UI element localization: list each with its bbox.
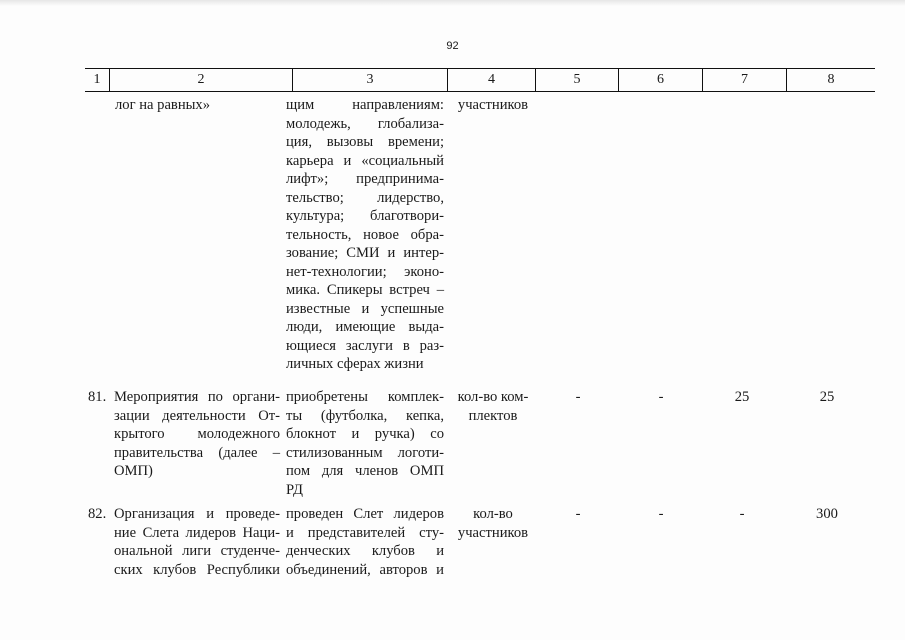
desc-line: объединений, авторов и xyxy=(286,561,444,578)
desc-line: и представителей сту- xyxy=(286,524,444,541)
row-0-description xyxy=(286,96,444,374)
unit-line: плектов xyxy=(468,407,518,424)
table-header xyxy=(85,68,875,92)
title-line: правительства (далее – xyxy=(114,444,280,461)
row-82-title xyxy=(114,505,280,579)
header-col-2: 2 xyxy=(110,69,293,91)
row-0-unit xyxy=(449,96,537,115)
title-line: Мероприятия по органи- xyxy=(114,389,280,405)
header-col-3: 3 xyxy=(293,69,448,91)
header-col-4: 4 xyxy=(448,69,536,91)
title-line: лог на равных» xyxy=(115,97,211,113)
desc-line: известные и успешные xyxy=(286,300,444,317)
unit-line: участников xyxy=(457,524,529,541)
scan-edge xyxy=(0,0,905,6)
desc-line: тельство; лидерство, xyxy=(286,189,444,206)
title-line: крытого молодежного xyxy=(114,426,280,442)
desc-line: денческих клубов и xyxy=(286,543,444,559)
row-82-col8: 300 xyxy=(816,506,838,522)
header-col-1: 1 xyxy=(85,69,110,91)
header-col-8: 8 xyxy=(827,72,835,87)
header-col-7: 7 xyxy=(703,69,787,91)
desc-line: молодежь, глобализа- xyxy=(286,115,444,132)
title-line: ональной лиги студенче- xyxy=(114,543,280,559)
row-0-title xyxy=(115,96,285,115)
desc-line: тельность, новое обра- xyxy=(286,226,444,243)
row-82-col6: - xyxy=(658,506,664,522)
header-col-5: 5 xyxy=(536,69,619,91)
row-81-description xyxy=(286,388,444,499)
page-number: 92 xyxy=(446,40,459,52)
row-81-col6: - xyxy=(658,389,664,405)
row-81-title xyxy=(114,388,280,481)
desc-line: пом для членов ОМП xyxy=(286,463,444,479)
desc-line: блокнот и ручка) со xyxy=(286,426,444,442)
row-82-number: 82. xyxy=(88,506,107,522)
title-line: ских клубов Республики xyxy=(114,561,280,578)
row-81-col8: 25 xyxy=(819,389,835,405)
desc-line: карьера и «социальный xyxy=(286,152,444,169)
row-82-unit xyxy=(449,505,537,542)
desc-line: культура; благотвори- xyxy=(286,208,444,224)
desc-line: приобретены комплек- xyxy=(286,389,444,405)
row-82-col5: - xyxy=(575,506,581,522)
desc-line: мика. Спикеры встреч – xyxy=(286,282,444,298)
title-line: Организация и проведе- xyxy=(114,506,280,522)
title-line: ние Слета лидеров Наци- xyxy=(114,524,280,541)
unit-line: кол-во ком- xyxy=(457,389,529,405)
desc-line: ты (футболка, кепка, xyxy=(286,407,444,424)
row-81-number: 81. xyxy=(88,389,107,405)
desc-line: щим направлениям: xyxy=(286,97,444,113)
unit-line: кол-во xyxy=(473,506,513,522)
desc-line: РД xyxy=(286,481,303,498)
row-81-col5: - xyxy=(575,389,581,405)
desc-line: проведен Слет лидеров xyxy=(286,506,444,522)
title-line: зации деятельности От- xyxy=(114,407,280,424)
desc-line: нет-технологии; эконо- xyxy=(286,263,444,280)
row-81-unit xyxy=(449,388,537,425)
desc-line: люди, имеющие выда- xyxy=(286,319,444,335)
row-82-description xyxy=(286,505,444,579)
desc-line: ция, вызовы времени; xyxy=(286,134,444,150)
desc-line: зование; СМИ и интер- xyxy=(286,245,444,261)
header-col-6: 6 xyxy=(619,69,703,91)
row-82-col7: - xyxy=(739,506,745,522)
desc-line: стилизованным логоти- xyxy=(286,444,444,461)
title-line: ОМП) xyxy=(114,463,153,479)
desc-line: лифт»; предпринима- xyxy=(286,171,444,187)
desc-line: личных сферах жизни xyxy=(286,356,424,372)
unit-line: участников xyxy=(457,97,529,113)
row-81-col7: 25 xyxy=(734,389,750,405)
desc-line: ющиеся заслуги в раз- xyxy=(286,337,444,354)
